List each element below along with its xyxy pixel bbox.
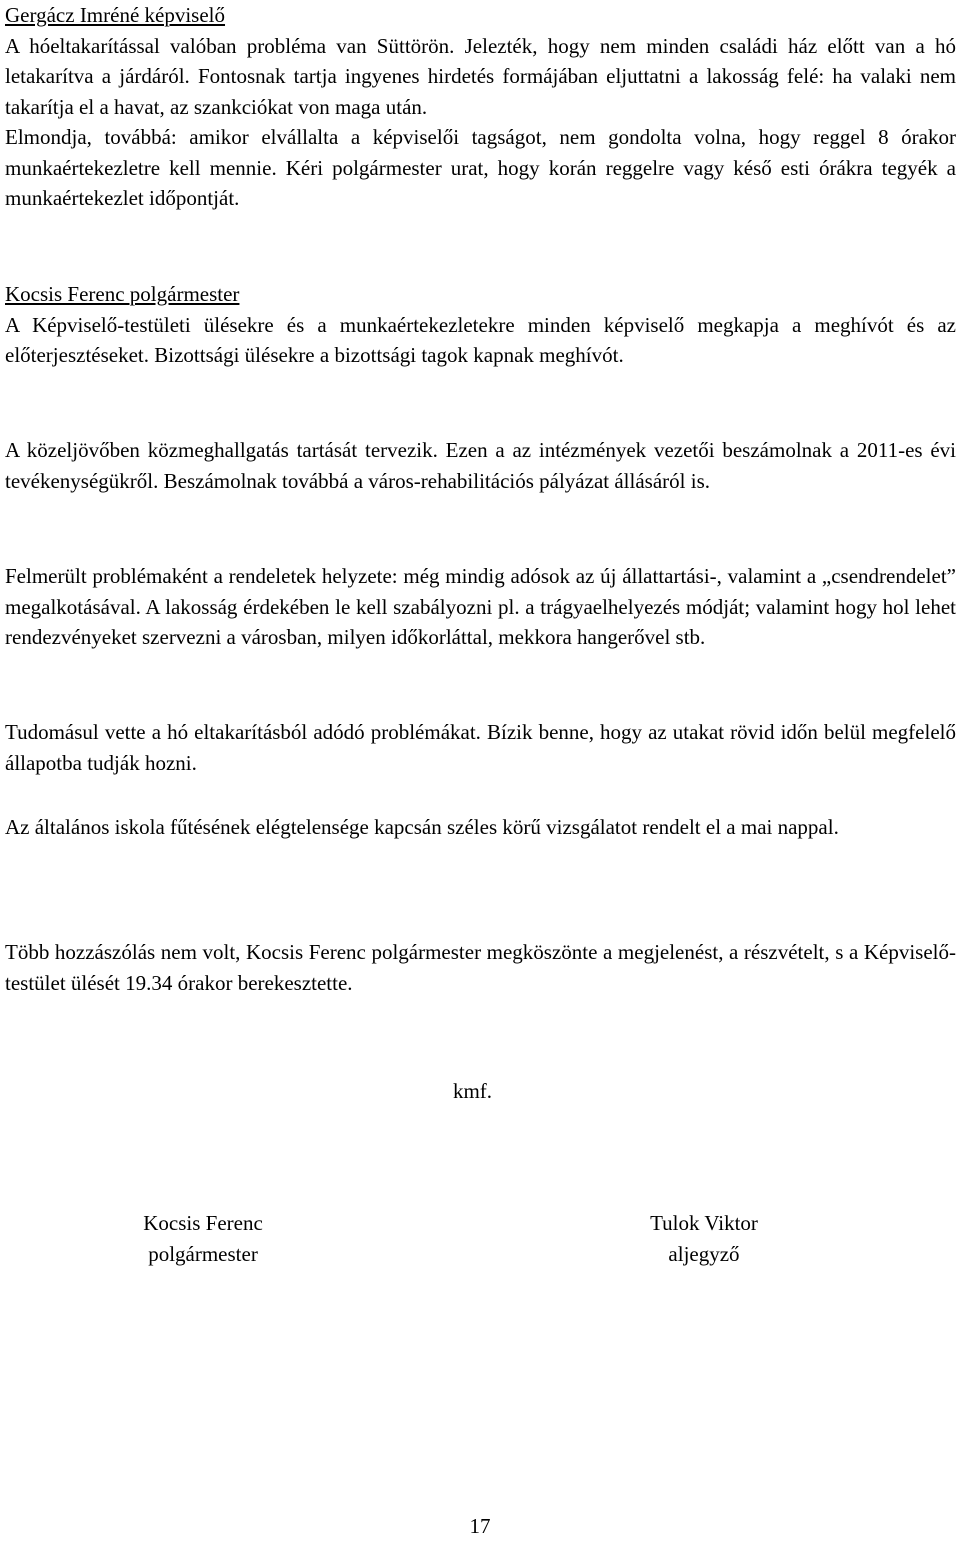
- signature-right-name: Tulok Viktor: [650, 1211, 758, 1235]
- speaker2-section: [5, 279, 956, 371]
- signature-left-name: Kocsis Ferenc: [143, 1211, 263, 1235]
- speaker2-paragraph-4-block: [5, 717, 956, 778]
- speaker2-name: Kocsis Ferenc polgármester: [5, 282, 240, 306]
- speaker2-paragraph-3: Felmerült problémaként a rendeletek helyzete: még mindig adósok az új állattartási-, valamint a „csendrendelet” megalkotásával. A lakosság érdekében le kell szabályozni pl. a trágyaelhelyezés módját; valamint hogy hol lehet rendezvényeket szervezni a városban, milyen időkorláttal, mekkora hangerővel stb.: [5, 564, 956, 649]
- speaker2-paragraph-5: Az általános iskola fűtésének elégtelensége kapcsán széles körű vizsgálatot rendelt el a mai nappal.: [5, 815, 839, 839]
- closing-block: [5, 937, 956, 998]
- signature-right-title: aljegyző: [668, 1241, 740, 1266]
- speaker2-paragraph-1: A Képviselő-testületi ülésekre és a munkaértekezletekre minden képviselő megkapja a meghívót és az előterjesztéseket. Bizottsági ülésekre a bizottsági tagok kapnak meghívót.: [5, 312, 956, 367]
- speaker2-paragraph-4: Tudomásul vette a hó eltakarításból adódó problémákat. Bízik benne, hogy az utakat rövid időn belül megfelelő állapotba tudják hozni.: [5, 720, 956, 775]
- speaker2-paragraph-3-block: [5, 561, 956, 653]
- speaker1-paragraph-1: A hóeltakarítással valóban probléma van Süttörön. Jelezték, hogy nem minden családi ház előtt van a hó letakarítva a járdáról. Fontosnak tartja ingyenes hirdetés formájában eljuttatni a lakosság felé: ha valaki nem takarítja el a havat, az szankciókat von maga után.: [5, 33, 956, 119]
- speaker1-paragraph-2: Elmondja, továbbá: amikor elvállalta a képviselői tagságot, nem gondolta volna, hogy reggel 8 órakor munkaértekezletre kell mennie. Kéri polgármester urat, hogy korán reggelre vagy késő esti órákra tegyék a munkaértekezlet időpontját.: [5, 125, 956, 210]
- speaker2-paragraph-5-block: [5, 812, 956, 843]
- kmf-label: kmf.: [452, 1079, 493, 1103]
- closing-paragraph: Több hozzászólás nem volt, Kocsis Ferenc polgármester megköszönte a megjelenést, a részvételt, s a Képviselő-testület ülését 19.34 órakor berekesztette.: [5, 940, 956, 995]
- signature-left-title: polgármester: [148, 1241, 258, 1266]
- speaker2-paragraph-2: A közeljövőben közmeghallgatás tartását tervezik. Ezen a az intézmények vezetői beszámolnak a 2011-es évi tevékenységükről. Beszámolnak továbbá a város-rehabilitációs pályázat állásáról is.: [5, 438, 956, 493]
- page-number: 17: [469, 1514, 491, 1538]
- speaker1-section: [5, 0, 956, 214]
- signature-left: [53, 1208, 353, 1269]
- speaker1-name: Gergácz Imréné képviselő: [5, 3, 226, 27]
- signature-right: [554, 1208, 854, 1269]
- speaker2-paragraph-2-block: [5, 435, 956, 496]
